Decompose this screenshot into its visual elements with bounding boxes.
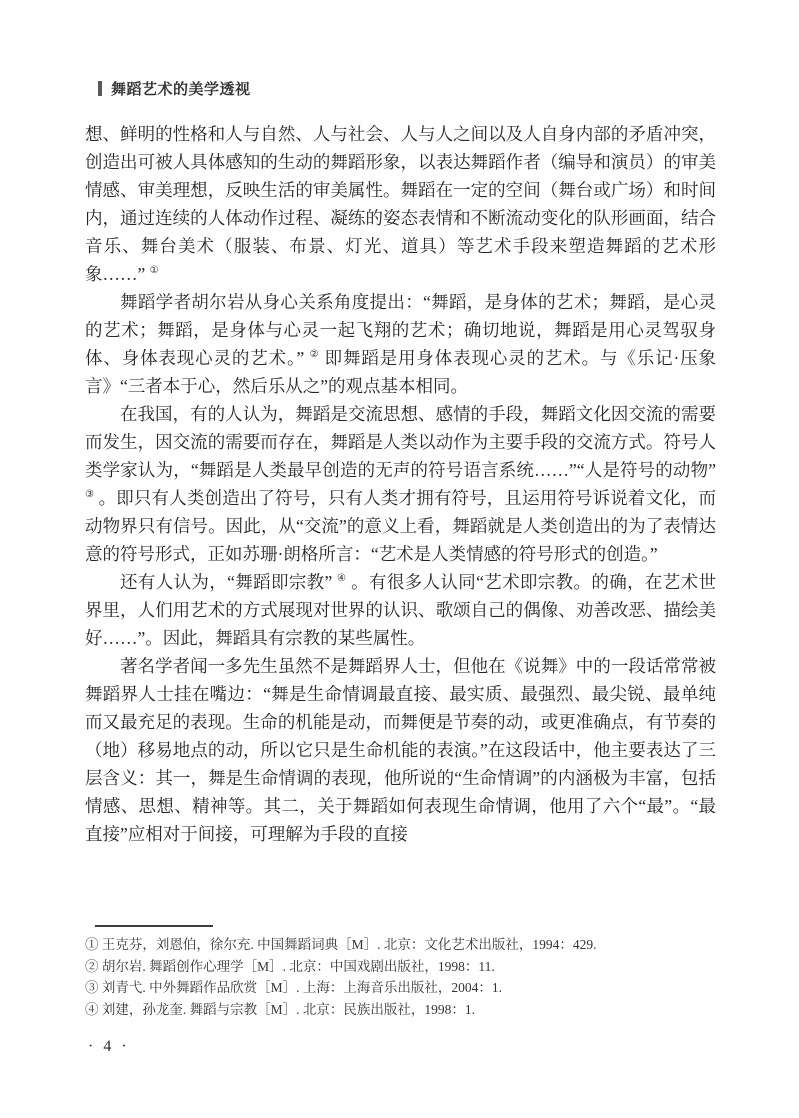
paragraph: 还有人认为，“舞蹈即宗教” ④ 。有很多人认同“艺术即宗教。的确，在艺术世界里，人们用艺术的方式展现对世界的认识、歌颂自己的偶像、劝善改恶、描绘美好……”。因此，舞蹈具有宗教的某些属性。 — [85, 572, 716, 648]
paragraph: 著名学者闻一多先生虽然不是舞蹈界人士，但他在《说舞》中的一段话常常被舞蹈界人士挂在嘴边：“舞是生命情调最直接、最实质、最强烈、最尖锐、最单纯而又最充足的表现。生命的机能是动，而舞便是节奏的动，或更准确点，有节奏的（地）移易地点的动，所以它只是生命机能的表演。”在这段话中，他主要表达了三层含义：其一，舞是生命情调的表现，他所说的“生命情调”的内涵极为丰富，包括情感、思想、精神等。其二，关于舞蹈如何表现生命情调，他用了六个“最”。“最直接”应相对于间接，可理解为手段的直接 — [85, 656, 716, 844]
paragraph: 舞蹈学者胡尔岩从身心关系角度提出：“舞蹈，是身体的艺术；舞蹈，是心灵的艺术；舞蹈，是身体与心灵一起飞翔的艺术；确切地说，舞蹈是用心灵驾驭身体、身体表现心灵的艺术。” ② 即舞蹈是用身体表现心灵的艺术。与《乐记·压象言》“三者本于心，然后乐从之”的观点基本相同。 — [85, 292, 716, 396]
footnote-marker: ② — [309, 349, 320, 361]
chapter-title: 舞蹈艺术的美学透视 — [111, 82, 251, 98]
footnotes — [85, 925, 716, 1020]
footnote-marker: ③ — [85, 489, 95, 501]
footnote-marker: ① — [149, 265, 159, 277]
footnote-item: ① 王克芬，刘恩伯，徐尔充. 中国舞蹈词典［M］. 北京：文化艺术出版社，1994：429. — [85, 937, 597, 952]
footnote-item: ② 胡尔岩. 舞蹈创作心理学［M］. 北京：中国戏剧出版社，1998：11. — [85, 958, 495, 974]
body-text — [85, 120, 716, 848]
running-header — [98, 78, 251, 99]
footnote-marker: ④ — [337, 573, 347, 585]
paragraph: 想、鲜明的性格和人与自然、人与社会、人与人之间以及人自身内部的矛盾冲突，创造出可被人具体感知的生动的舞蹈形象，以表达舞蹈作者（编导和演员）的审美情感、审美理想，反映生活的审美属性。舞蹈在一定的空间（舞台或广场）和时间内，通过连续的人体动作过程、凝练的姿态表情和不断流动变化的队形画面，结合音乐、舞台美术（服装、布景、灯光、道具）等艺术手段来塑造舞蹈的艺术形象……” ① — [85, 124, 716, 284]
footnote-list — [85, 934, 716, 1020]
paragraph: 在我国，有的人认为，舞蹈是交流思想、感情的手段，舞蹈文化因交流的需要而发生，因交流的需要而存在，舞蹈是人类以动作为主要手段的交流方式。符号人类学家认为，“舞蹈是人类最早创造的无声的符号语言系统……”“人是符号的动物” ③ 。即只有人类创造出了符号，只有人类才拥有符号，且运用符号诉说着文化，而动物界只有信号。因此，从“交流”的意义上看，舞蹈就是人类创造出的为了表情达意的符号形式，正如苏珊·朗格所言：“艺术是人类情感的符号形式的创造。” — [85, 404, 716, 564]
footnote-divider — [95, 925, 213, 927]
page-number: · 4 · — [88, 1038, 130, 1055]
footnote-item: ③ 刘青弋. 中外舞蹈作品欣赏［M］. 上海：上海音乐出版社，2004：1. — [85, 980, 503, 995]
header-marker-bar-icon — [98, 81, 102, 96]
footnote-item: ④ 刘建，孙龙奎. 舞蹈与宗教［M］. 北京：民族出版社，1998：1. — [85, 1001, 476, 1017]
